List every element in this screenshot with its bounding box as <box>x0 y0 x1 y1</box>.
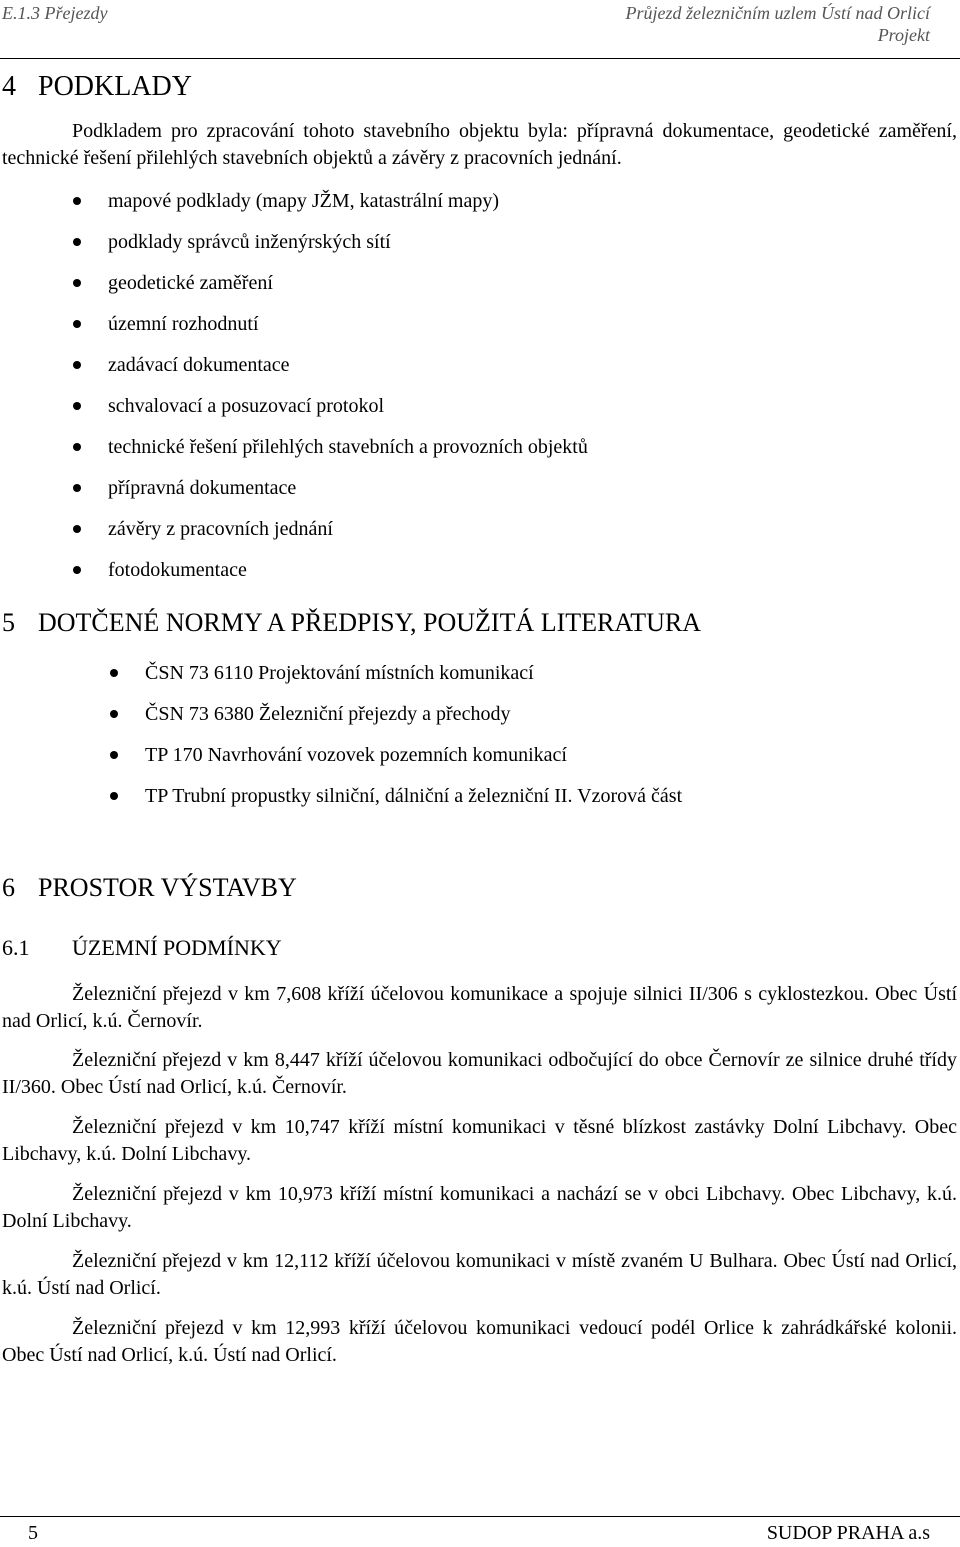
list-item: ČSN 73 6380 Železniční přejezdy a přechody <box>145 701 682 742</box>
section-6-heading <box>2 874 297 902</box>
list-item: ČSN 73 6110 Projektování místních komunikací <box>145 660 682 701</box>
section-title: PROSTOR VÝSTAVBY <box>38 873 297 902</box>
standards-list <box>145 660 682 824</box>
footer-divider <box>0 1516 960 1517</box>
section-4-intro <box>2 118 957 172</box>
bullet-icon <box>73 402 81 410</box>
bullet-icon <box>73 279 81 287</box>
crossing-paragraph: Železniční přejezd v km 10,747 kříží místní komunikaci v těsné blízkost zastávky Dolní Libchavy. Obec Libchavy, k.ú. Dolní Libchavy. <box>2 1116 957 1165</box>
page-number: 5 <box>28 1522 38 1544</box>
section-number: 5 <box>2 608 15 637</box>
section-title: ÚZEMNÍ PODMÍNKY <box>72 935 282 960</box>
section-title: DOTČENÉ NORMY A PŘEDPISY, POUŽITÁ LITERATURA <box>38 608 702 637</box>
list-item: zadávací dokumentace <box>108 352 588 393</box>
list-item: územní rozhodnutí <box>108 311 588 352</box>
section-6-1-heading <box>2 934 282 962</box>
bullet-icon <box>73 238 81 246</box>
list-item: závěry z pracovních jednání <box>108 516 588 557</box>
header-project-info <box>626 2 930 46</box>
section-number: 4 <box>2 71 16 102</box>
header-project-title: Průjezd železničním uzlem Ústí nad Orlicí <box>625 3 930 23</box>
bullet-icon <box>110 669 118 677</box>
list-item: TP 170 Navrhování vozovek pozemních komunikací <box>145 742 682 783</box>
bullet-icon <box>73 566 81 574</box>
section-number: 6.1 <box>2 935 30 960</box>
header-document-code: E.1.3 Přejezdy <box>2 3 108 23</box>
crossing-paragraph: Železniční přejezd v km 8,447 kříží účelovou komunikaci odbočující do obce Černovír ze silnice druhé třídy II/360. Obec Ústí nad Orlicí, k.ú. Černovír. <box>2 1049 957 1098</box>
bullet-icon <box>73 361 81 369</box>
list-item: geodetické zaměření <box>108 270 588 311</box>
section-4-heading <box>2 70 192 104</box>
list-item: schvalovací a posuzovací protokol <box>108 393 588 434</box>
crossing-paragraph: Železniční přejezd v km 12,112 kříží účelovou komunikaci v místě zvaném U Bulhara. Obec Ústí nad Orlicí, k.ú. Ústí nad Orlicí. <box>2 1250 957 1299</box>
bullet-icon <box>110 792 118 800</box>
header-divider <box>0 58 960 59</box>
list-item: technické řešení přilehlých stavebních a provozních objektů <box>108 434 588 475</box>
bullet-icon <box>73 443 81 451</box>
intro-text: Podkladem pro zpracování tohoto stavebního objektu byla: přípravná dokumentace, geodetické zaměření, technické řešení přilehlých stavebních objektů a závěry z pracovních jednání. <box>2 120 957 169</box>
footer-company: SUDOP PRAHA a.s <box>766 1522 930 1544</box>
crossing-paragraph: Železniční přejezd v km 7,608 kříží účelovou komunikace a spojuje silnici II/306 s cyklostezkou. Obec Ústí nad Orlicí, k.ú. Černovír. <box>2 983 957 1032</box>
bullet-icon <box>73 320 81 328</box>
crossing-paragraph: Železniční přejezd v km 12,993 kříží účelovou komunikaci vedoucí podél Orlice k zahrádkářské kolonii. Obec Ústí nad Orlicí, k.ú. Ústí nad Orlicí. <box>2 1317 957 1366</box>
section-number: 6 <box>2 873 15 902</box>
section-5-heading <box>2 609 701 637</box>
crossing-paragraph: Železniční přejezd v km 10,973 kříží místní komunikaci a nachází se v obci Libchavy. Obec Libchavy, k.ú. Dolní Libchavy. <box>2 1183 957 1232</box>
list-item: podklady správců inženýrských sítí <box>108 229 588 270</box>
source-documents-list <box>108 188 588 598</box>
bullet-icon <box>110 710 118 718</box>
list-item: přípravná dokumentace <box>108 475 588 516</box>
list-item: fotodokumentace <box>108 557 588 598</box>
bullet-icon <box>73 484 81 492</box>
section-title: PODKLADY <box>38 71 192 102</box>
bullet-icon <box>110 751 118 759</box>
header-project-stage: Projekt <box>877 25 930 45</box>
list-item: TP Trubní propustky silniční, dálniční a železniční II. Vzorová část <box>145 783 682 824</box>
bullet-icon <box>73 525 81 533</box>
bullet-icon <box>73 197 81 205</box>
list-item: mapové podklady (mapy JŽM, katastrální mapy) <box>108 188 588 229</box>
